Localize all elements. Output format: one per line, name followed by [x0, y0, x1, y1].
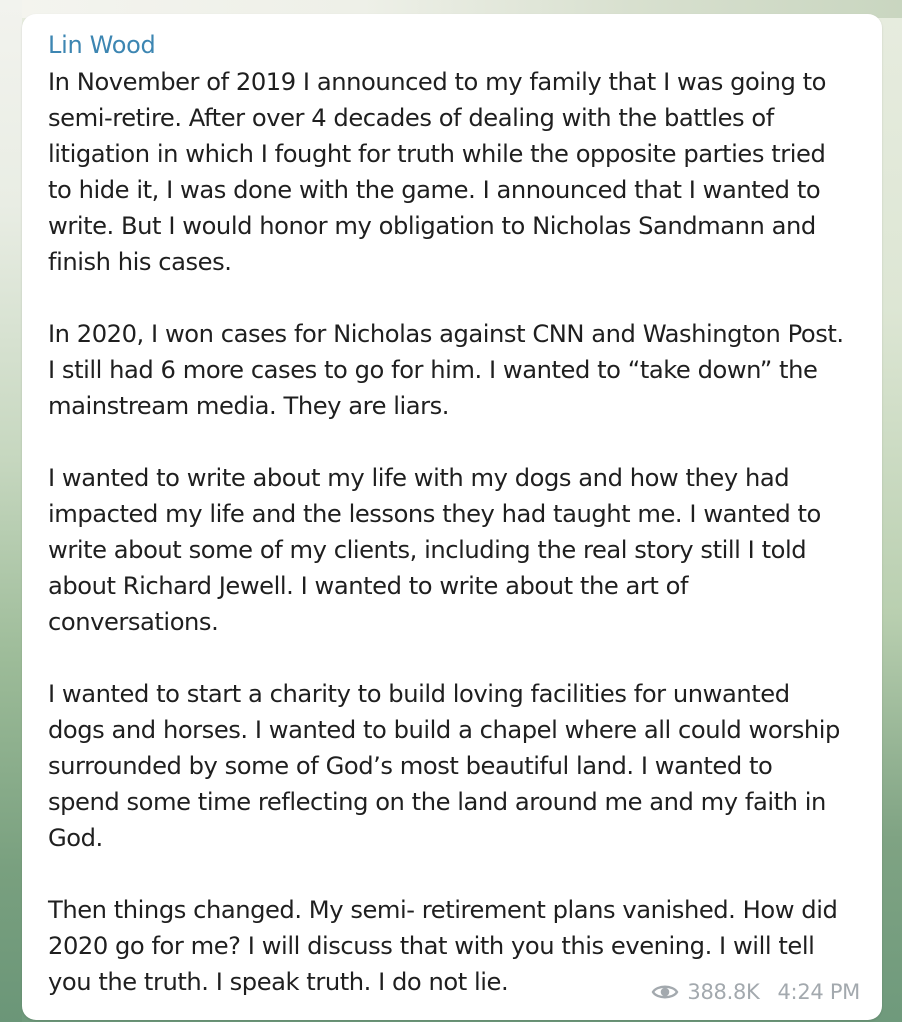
background-left: [0, 0, 22, 1022]
message-line: I still had 6 more cases to go for him. I wanted to “take down” the: [48, 356, 818, 384]
message-line: semi-retire. After over 4 decades of dealing with the battles of: [48, 104, 774, 132]
message-line: write about some of my clients, including the real story still I told: [48, 536, 807, 564]
message-paragraph: [48, 460, 862, 640]
message-meta: [651, 980, 860, 1004]
author-name[interactable]: Lin Wood: [48, 31, 156, 59]
message-line: In November of 2019 I announced to my family that I was going to: [48, 68, 827, 96]
message-paragraph: [48, 676, 862, 856]
eye-icon: [651, 982, 679, 1002]
message-line: God.: [48, 824, 103, 852]
message-line: impacted my life and the lessons they had taught me. I wanted to: [48, 500, 821, 528]
message-paragraph: [48, 316, 862, 424]
message-time: 4:24 PM: [777, 980, 860, 1004]
message-line: In 2020, I won cases for Nicholas against CNN and Washington Post.: [48, 320, 844, 348]
message-line: I wanted to start a charity to build loving facilities for unwanted: [48, 680, 790, 708]
message-line: litigation in which I fought for truth while the opposite parties tried: [48, 140, 826, 168]
message-line: about Richard Jewell. I wanted to write about the art of: [48, 572, 689, 600]
message-line: spend some time reflecting on the land around me and my faith in: [48, 788, 826, 816]
message-line: 2020 go for me? I will discuss that with you this evening. I will tell: [48, 932, 815, 960]
message-line: surrounded by some of God’s most beautiful land. I wanted to: [48, 752, 773, 780]
message-line: Then things changed. My semi- retirement plans vanished. How did: [48, 896, 838, 924]
message-line: I wanted to write about my life with my dogs and how they had: [48, 464, 790, 492]
message-line: finish his cases.: [48, 248, 232, 276]
message-line: dogs and horses. I wanted to build a chapel where all could worship: [48, 716, 840, 744]
message-line: you the truth. I speak truth. I do not lie.: [48, 968, 509, 996]
message-line: to hide it, I was done with the game. I announced that I wanted to: [48, 176, 821, 204]
message-bubble: [22, 14, 882, 1020]
message-paragraph: [48, 64, 862, 280]
message-body: [48, 64, 862, 1000]
message-line: write. But I would honor my obligation to Nicholas Sandmann and: [48, 212, 816, 240]
view-count: 388.8K: [687, 980, 760, 1004]
message-line: mainstream media. They are liars.: [48, 392, 450, 420]
message-line: conversations.: [48, 608, 219, 636]
